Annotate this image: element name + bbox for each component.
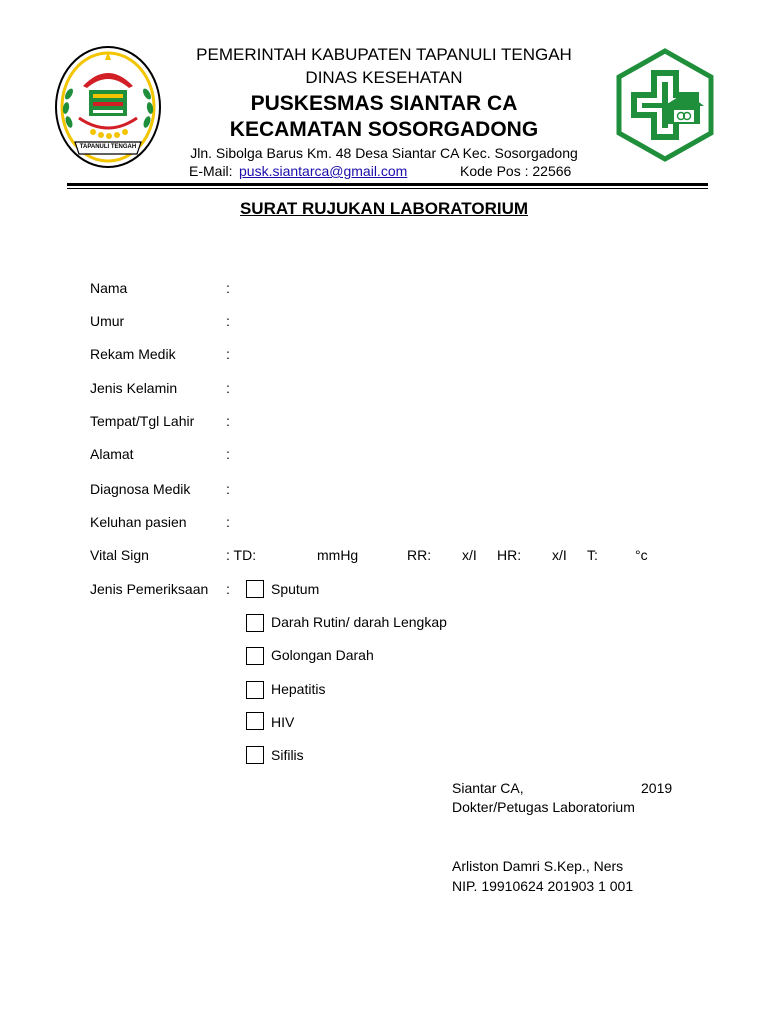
field-label: Tempat/Tgl Lahir: [90, 413, 195, 429]
address-line: Jln. Sibolga Barus Km. 48 Desa Siantar CA Kec. Sosorgadong: [190, 145, 578, 161]
institution-name: PUSKESMAS SIANTAR CA: [250, 92, 518, 115]
checkbox-darah-rutin[interactable]: [246, 614, 264, 632]
header-divider-thin: [67, 188, 708, 189]
t-label: T:: [587, 547, 598, 563]
field-colon: :: [226, 280, 230, 296]
checkbox-golongan-darah[interactable]: [246, 647, 264, 665]
hr-unit: x/I: [552, 547, 567, 563]
field-colon: :: [226, 380, 230, 396]
signature-place: Siantar CA,: [452, 780, 524, 796]
puskesmas-cross-icon: [616, 48, 714, 162]
field-colon: :: [226, 413, 230, 429]
vital-sign-row: [90, 547, 690, 565]
signature-role: Dokter/Petugas Laboratorium: [452, 799, 635, 815]
mmhg-unit: mmHg: [317, 547, 359, 563]
temperature-unit: °c: [635, 547, 648, 563]
field-label: Diagnosa Medik: [90, 481, 191, 497]
field-label: Umur: [90, 313, 125, 329]
checkbox-sputum[interactable]: [246, 580, 264, 598]
signature-year: 2019: [641, 780, 673, 796]
checkbox-label: Sifilis: [271, 747, 304, 763]
td-label: : TD:: [226, 547, 257, 563]
field-colon: :: [226, 514, 230, 530]
field-label: Nama: [90, 280, 128, 296]
district-name: KECAMATAN SOSORGADONG: [229, 118, 539, 141]
checkbox-label: Sputum: [271, 581, 320, 597]
postcode: Kode Pos : 22566: [460, 163, 572, 179]
field-colon: :: [226, 581, 230, 597]
document-title: SURAT RUJUKAN LABORATORIUM: [239, 199, 529, 218]
field-colon: :: [226, 481, 230, 497]
email-label: E-Mail:: [189, 163, 233, 179]
email-link[interactable]: pusk.siantarca@gmail.com: [239, 163, 408, 179]
vital-sign-label: Vital Sign: [90, 547, 149, 563]
hr-label: HR:: [497, 547, 522, 563]
checkbox-sifilis[interactable]: [246, 746, 264, 764]
rr-label: RR:: [407, 547, 432, 563]
checkbox-label: Golongan Darah: [271, 647, 374, 663]
checkbox-label: HIV: [271, 714, 295, 730]
field-colon: :: [226, 346, 230, 362]
department-line: DINAS KESEHATAN: [305, 68, 463, 87]
checkbox-hiv[interactable]: [246, 712, 264, 730]
field-label: Alamat: [90, 446, 134, 462]
logo-caption: TAPANULI TENGAH: [79, 144, 137, 150]
rr-unit: x/I: [462, 547, 477, 563]
field-colon: :: [226, 313, 230, 329]
field-label: Keluhan pasien: [90, 514, 187, 530]
checkbox-label: Hepatitis: [271, 681, 326, 697]
checkbox-hepatitis[interactable]: [246, 681, 264, 699]
signatory-name: Arliston Damri S.Kep., Ners: [452, 858, 624, 874]
exam-type-label: Jenis Pemeriksaan: [90, 581, 209, 597]
field-label: Jenis Kelamin: [90, 380, 178, 396]
field-label: Rekam Medik: [90, 346, 176, 362]
field-colon: :: [226, 446, 230, 462]
signatory-nip: NIP. 19910624 201903 1 001: [452, 878, 634, 894]
checkbox-label: Darah Rutin/ darah Lengkap: [271, 614, 447, 630]
header-divider-thick: [67, 183, 708, 186]
government-line: PEMERINTAH KABUPATEN TAPANULI TENGAH: [196, 45, 572, 64]
